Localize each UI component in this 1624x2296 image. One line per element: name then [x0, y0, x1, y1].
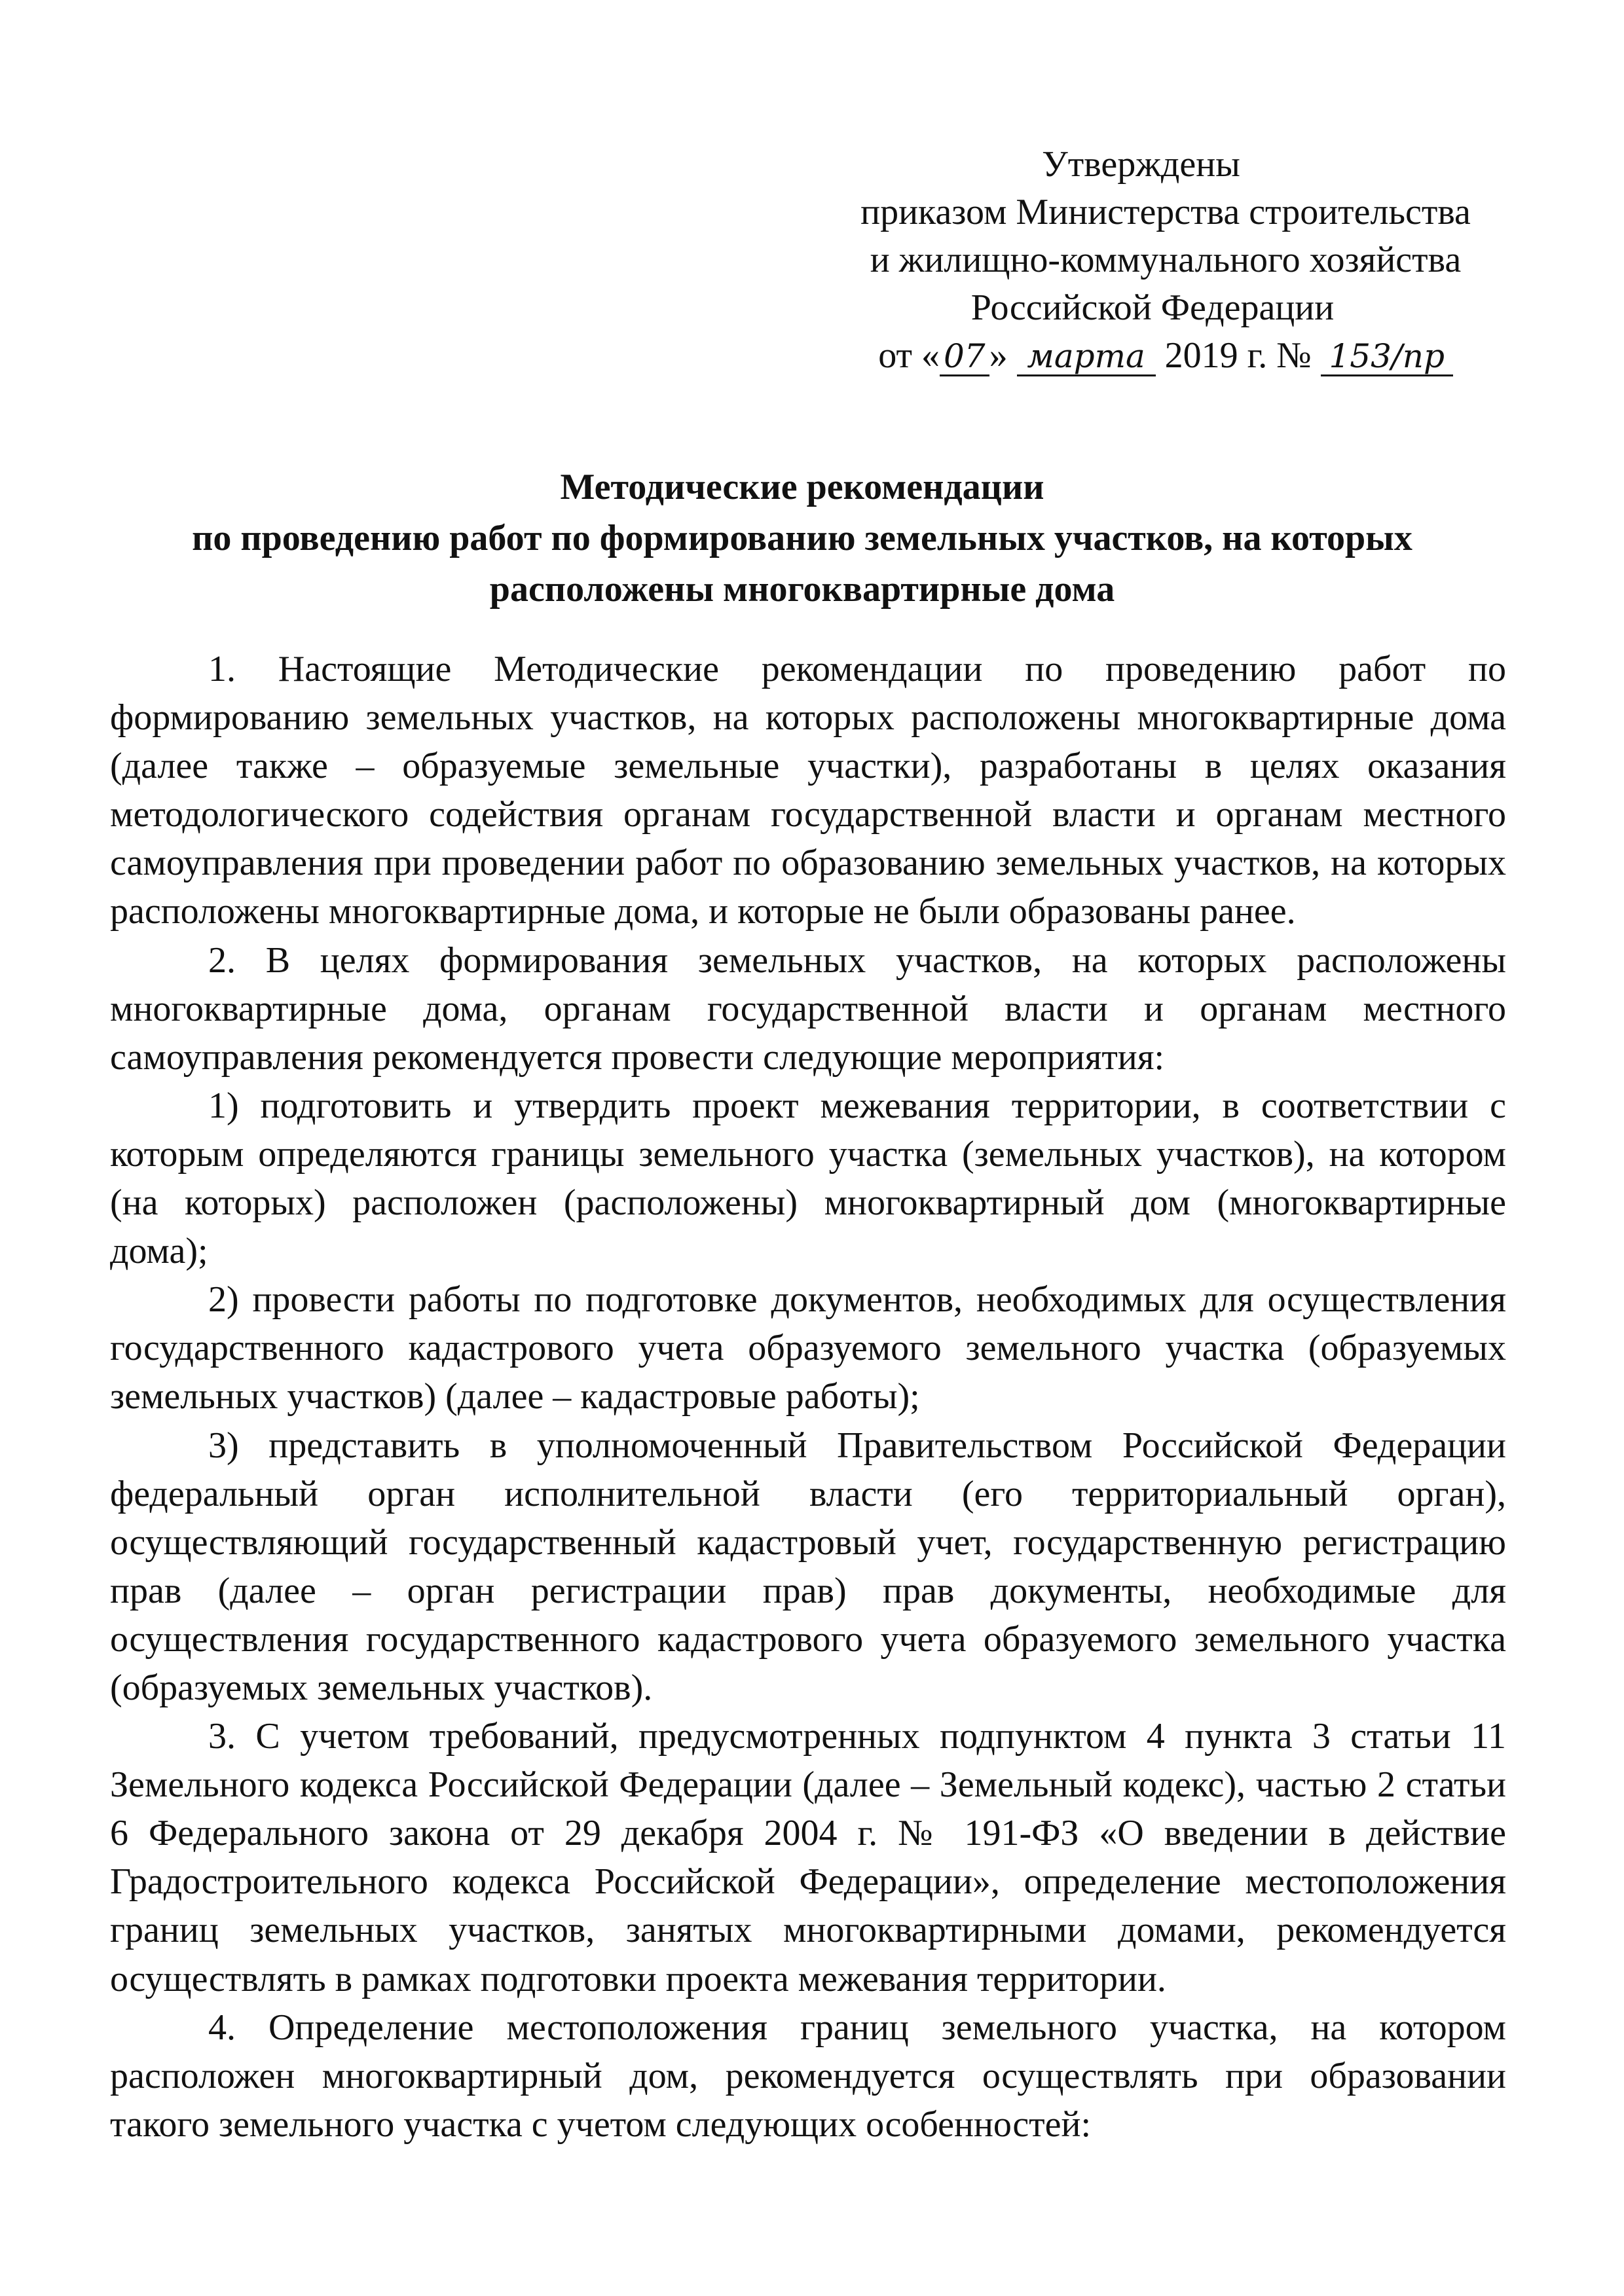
- approval-line-1: Утверждены: [1042, 144, 1240, 185]
- date-prefix: от «: [878, 335, 940, 376]
- approval-line-4: Российской Федерации: [970, 287, 1335, 328]
- title-line-1: Методические рекомендации: [560, 467, 1044, 507]
- title-line-2: по проведению работ по формированию земельных участков, на которых: [192, 518, 1412, 558]
- date-mid: »: [989, 335, 1008, 376]
- title-line-3: расположены многоквартирные дома: [489, 569, 1115, 610]
- subitem-1: 1) подготовить и утвердить проект межевания территории, в соответствии с которым определяются границы земельного участка (земельных участков), на котором (на которых) расположен (расположены) многоквартирный дом (многоквартирные дома);: [110, 1085, 1506, 1272]
- approval-date-line: [773, 332, 1559, 380]
- document-title: [98, 462, 1506, 615]
- date-month-handwritten: марта: [1017, 338, 1156, 376]
- date-year: 2019 г. №: [1164, 335, 1312, 376]
- subitem-3: 3) представить в уполномоченный Правительством Российской Федерации федеральный орган исполнительной власти (его территориальный орган), осуществляющий государственный кадастровый учет, государственную регистрацию прав (далее – орган регистрации прав) прав документы, необходимые для осуществления государственного кадастрового учета образуемого земельного участка (образуемых земельных участков).: [110, 1425, 1506, 1708]
- subitem-2: 2) провести работы по подготовке документов, необходимых для осуществления государственного кадастрового учета образуемого земельного участка (образуемых земельных участков) (далее – кадастровые работы);: [110, 1279, 1506, 1417]
- order-number-handwritten: 153/пр: [1321, 338, 1453, 376]
- paragraph-4: 4. Определение местоположения границ земельного участка, на котором расположен многоквартирный дом, рекомендуется осуществлять при образовании такого земельного участка с учетом следующих особенностей:: [110, 2007, 1506, 2145]
- paragraph-1: 1. Настоящие Методические рекомендации по проведению работ по формированию земельных участков, на которых расположены многоквартирные дома (далее также – образуемые земельные участки), разработаны в целях оказания методологического содействия органам государственной власти и органам местного самоуправления при проведении работ по образованию земельных участков, на которых расположены многоквартирные дома, и которые не были образованы ранее.: [110, 649, 1506, 932]
- approval-line-3: и жилищно-коммунального хозяйства: [870, 240, 1462, 280]
- document-body: [110, 645, 1506, 2149]
- date-day-handwritten: 07: [940, 338, 989, 376]
- approval-line-2: приказом Министерства строительства: [860, 192, 1471, 232]
- approval-block: [773, 141, 1559, 380]
- paragraph-2: 2. В целях формирования земельных участков, на которых расположены многоквартирные дома, органам государственной власти и органам местного самоуправления рекомендуется провести следующие мероприятия:: [110, 939, 1506, 1078]
- paragraph-3: 3. С учетом требований, предусмотренных подпунктом 4 пункта 3 статьи 11 Земельного кодекса Российской Федерации (далее – Земельный кодекс), частью 2 статьи 6 Федерального закона от 29 декабря 2004 г. № 191-ФЗ «О введении в действие Градостроительного кодекса Российской Федерации», определение местоположения границ земельных участков, занятых многоквартирными домами, рекомендуется осуществлять в рамках подготовки проекта межевания территории.: [110, 1716, 1506, 1999]
